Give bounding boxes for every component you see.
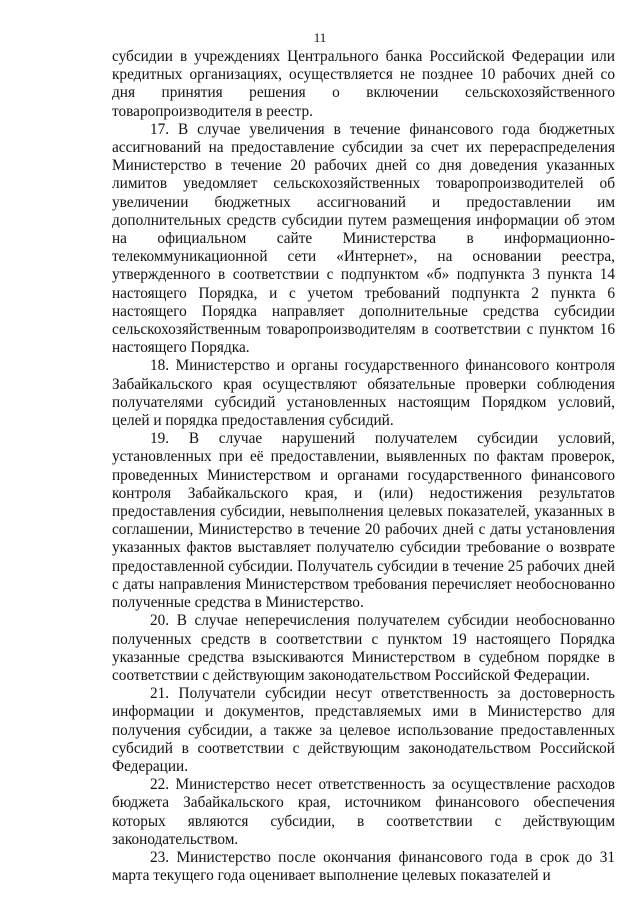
page-number: 11 <box>313 30 327 45</box>
paragraph-18: 18. Министерство и органы государственного финансового контроля Забайкальского края осуществляют обязательные проверки соблюдения получателями субсидий установленных настоящим Порядком условий, целей и порядка предоставления субсидий. <box>112 357 615 430</box>
paragraph-23: 23. Министерство после окончания финансового года в срок до 31 марта текущего года оценивает выполнение целевых показателей и <box>112 848 615 885</box>
paragraph-20: 20. В случае неперечисления получателем субсидии необоснованно полученных средств в соответствии с пунктом 19 настоящего Порядка указанные средства взыскиваются Министерством в судебном порядке в соответствии с действующим законодательством Российской Федерации. <box>112 612 615 684</box>
paragraph-22: 22. Министерство несет ответственность за осуществление расходов бюджета Забайкальского края, источником финансового обеспечения которых являются субсидии, в соответствии с действующим законодательством. <box>112 776 615 848</box>
paragraph-21: 21. Получатели субсидии несут ответственность за достоверность информации и документов, представляемых ими в Министерство для получения субсидии, а также за целевое использование предоставленных субсидий в соответствии с действующим законодательством Российской Федерации. <box>112 685 615 775</box>
paragraph-continuation: субсидии в учреждениях Центрального банка Российской Федерации или кредитных организациях, осуществляется не позднее 10 рабочих дней со дня принятия решения о включении сельскохозяйственного товаропроизводителя в реестр. <box>112 48 615 120</box>
paragraph-17: 17. В случае увеличения в течение финансового года бюджетных ассигнований на предоставление субсидии за счет их перераспределения Министерство в течение 20 рабочих дней со дня доведения указанных лимитов уведомляет сельскохозяйственных товаропроизводителей об увеличении бюджетных ассигнований и предоставлении им дополнительных средств субсидии путем размещения информации об этом на официальном сайте Министерства в информационно-телекоммуникационной сети «Интернет», на основании реестра, утвержденного в соответствии с подпунктом «б» подпункта 3 пункта 14 настоящего Порядка, и с учетом требований подпункта 2 пункта 6 настоящего Порядка направляет дополнительные средства субсидии сельскохозяйственным товаропроизводителям в соответствии с пунктом 16 настоящего Порядка. <box>112 120 615 357</box>
document-body <box>112 48 615 885</box>
paragraph-19: 19. В случае нарушений получателем субсидии условий, установленных при её предоставлении, выявленных по фактам проверок, проведенных Министерством и органами государственного финансового контроля Забайкальского края, и (или) недостижения результатов предоставления субсидии, невыполнения целевых показателей, указанных в соглашении, Министерство в течение 20 рабочих дней с даты установления указанных фактов выставляет получателю субсидии требование о возврате предоставленной субсидии. Получатель субсидии в течение 25 рабочих дней с даты направления Министерством требования перечисляет необоснованно полученные средства в Министерство. <box>112 430 615 612</box>
